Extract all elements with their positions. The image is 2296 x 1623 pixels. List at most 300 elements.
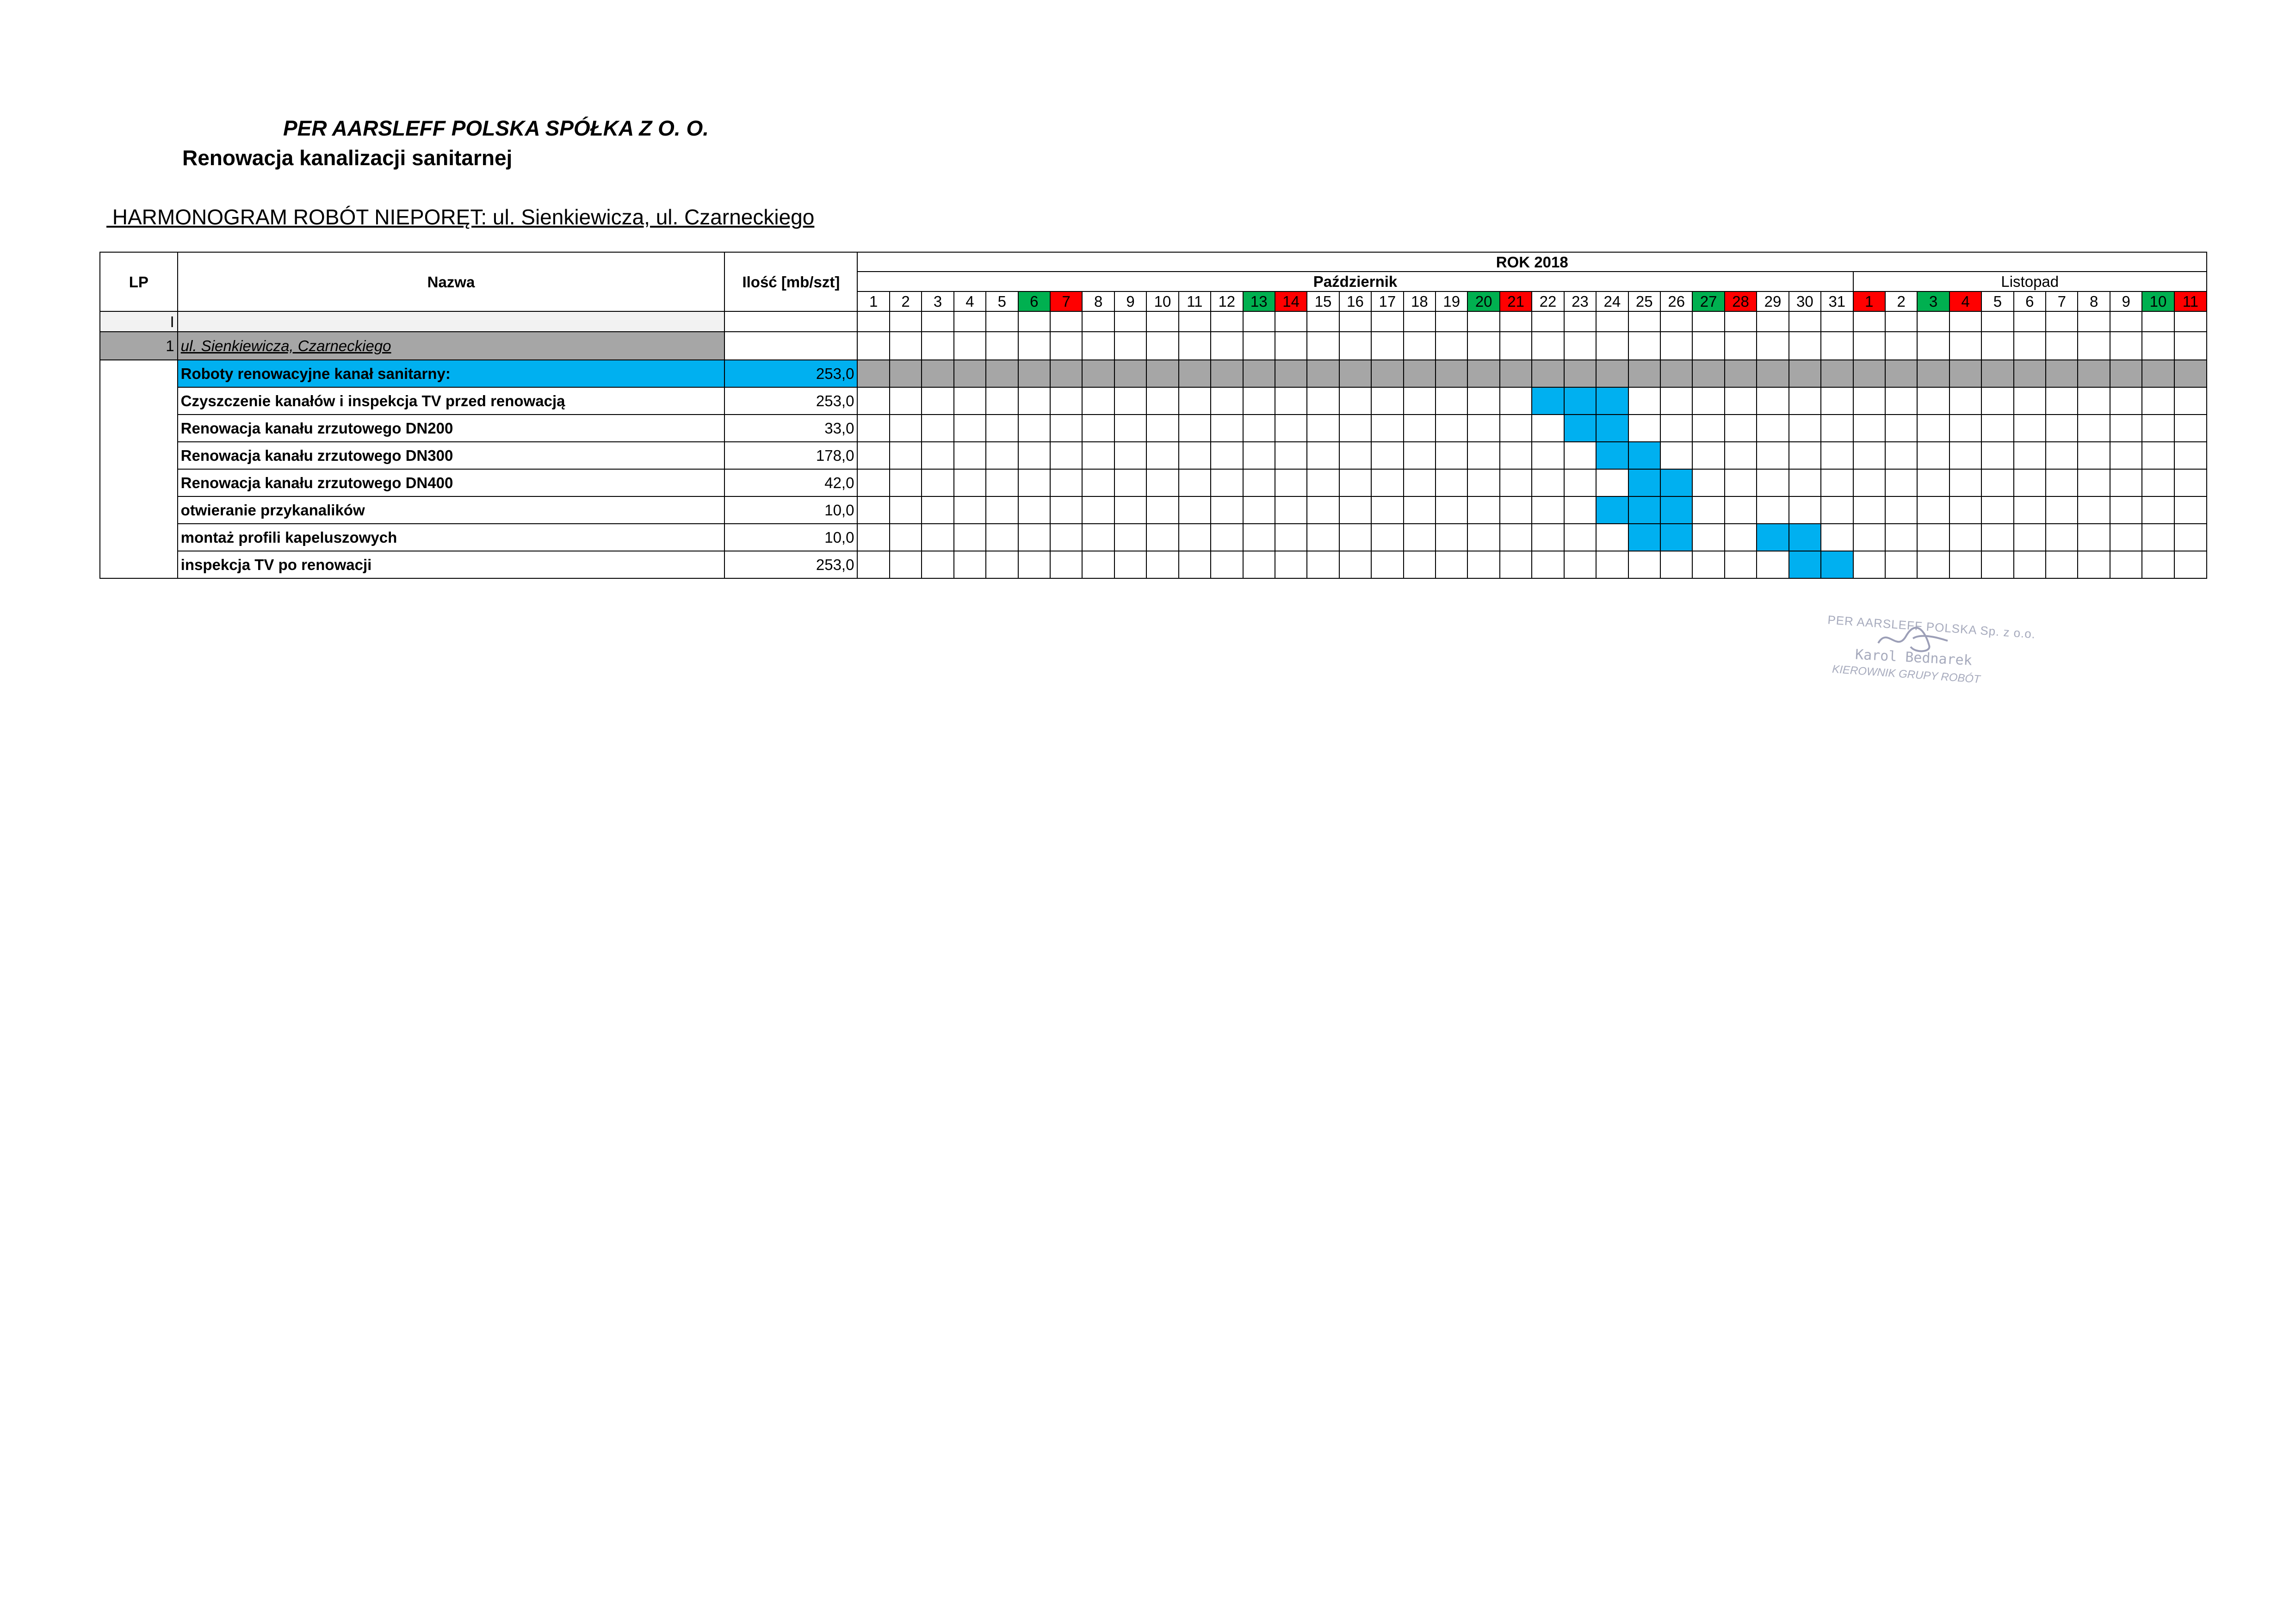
schedule-cell <box>2110 524 2142 551</box>
row-lp-blank <box>100 360 178 578</box>
schedule-cell <box>1179 442 1211 469</box>
schedule-cell <box>986 496 1018 524</box>
schedule-cell <box>1146 524 1178 551</box>
schedule-cell <box>1885 387 1917 415</box>
schedule-cell <box>1467 442 1499 469</box>
schedule-cell <box>1404 387 1436 415</box>
schedule-cell <box>1564 442 1596 469</box>
schedule-cell <box>1949 387 1981 415</box>
schedule-cell <box>1981 311 2013 332</box>
schedule-cell <box>1981 332 2013 360</box>
schedule-cell <box>1821 360 1853 387</box>
schedule-cell <box>1628 387 1660 415</box>
day-header: 13 <box>1243 291 1275 311</box>
schedule-cell <box>1949 524 1981 551</box>
schedule-cell <box>1660 332 1692 360</box>
schedule-cell <box>1596 524 1628 551</box>
schedule-cell <box>1436 469 1467 496</box>
schedule-cell <box>1436 524 1467 551</box>
schedule-cell <box>2078 387 2110 415</box>
schedule-cell <box>2014 311 2046 332</box>
task-quantity: 253,0 <box>724 360 857 387</box>
schedule-cell <box>986 415 1018 442</box>
schedule-cell <box>1949 311 1981 332</box>
schedule-cell <box>890 469 922 496</box>
schedule-cell <box>1981 469 2013 496</box>
schedule-cell <box>857 524 889 551</box>
schedule-cell <box>1436 496 1467 524</box>
schedule-cell <box>1211 442 1243 469</box>
stamp-person: Karol Bednarek <box>1855 646 1973 669</box>
schedule-cell <box>1436 551 1467 578</box>
schedule-cell <box>1114 442 1146 469</box>
schedule-cell <box>1404 496 1436 524</box>
schedule-cell <box>1082 442 1114 469</box>
schedule-cell <box>2110 387 2142 415</box>
schedule-cell <box>954 311 986 332</box>
schedule-cell <box>1757 360 1789 387</box>
schedule-cell <box>1243 332 1275 360</box>
schedule-cell <box>1211 387 1243 415</box>
schedule-cell <box>1146 415 1178 442</box>
schedule-cell <box>2174 442 2207 469</box>
schedule-cell <box>1821 442 1853 469</box>
schedule-cell <box>1467 469 1499 496</box>
schedule-cell <box>1307 387 1339 415</box>
schedule-cell <box>1564 311 1596 332</box>
task-quantity: 178,0 <box>724 442 857 469</box>
schedule-cell <box>954 442 986 469</box>
schedule-title: HARMONOGRAM ROBÓT NIEPORĘT: ul. Sienkiewicza, ul. Czarneckiego <box>106 205 815 229</box>
schedule-cell <box>1692 469 1724 496</box>
day-header: 15 <box>1307 291 1339 311</box>
schedule-cell <box>2046 360 2078 387</box>
schedule-bar-cell <box>1628 469 1660 496</box>
schedule-cell <box>1275 415 1307 442</box>
company-stamp <box>1823 613 2063 699</box>
schedule-cell <box>1211 551 1243 578</box>
schedule-cell <box>1532 332 1564 360</box>
schedule-cell <box>1564 551 1596 578</box>
schedule-cell <box>1114 360 1146 387</box>
schedule-cell <box>1725 551 1757 578</box>
schedule-cell <box>922 524 953 551</box>
schedule-cell <box>1050 360 1082 387</box>
day-header: 4 <box>954 291 986 311</box>
schedule-cell <box>1243 551 1275 578</box>
task-quantity: 33,0 <box>724 415 857 442</box>
schedule-cell <box>1917 387 1949 415</box>
schedule-bar-cell <box>1596 387 1628 415</box>
schedule-cell <box>890 387 922 415</box>
schedule-cell <box>1885 442 1917 469</box>
schedule-cell <box>1082 551 1114 578</box>
schedule-cell <box>2014 415 2046 442</box>
schedule-cell <box>2174 415 2207 442</box>
schedule-cell <box>1532 551 1564 578</box>
day-header: 23 <box>1564 291 1596 311</box>
day-header: 31 <box>1821 291 1853 311</box>
row-lp: I <box>100 311 178 332</box>
schedule-cell <box>1179 415 1211 442</box>
schedule-cell <box>1628 311 1660 332</box>
schedule-cell <box>1917 360 1949 387</box>
schedule-cell <box>1114 524 1146 551</box>
schedule-cell <box>1243 442 1275 469</box>
task-name: Renowacja kanału zrzutowego DN300 <box>178 442 725 469</box>
schedule-cell <box>1114 551 1146 578</box>
schedule-cell <box>922 496 953 524</box>
task-row <box>100 469 2207 496</box>
schedule-cell <box>1564 469 1596 496</box>
schedule-cell <box>1211 496 1243 524</box>
schedule-cell <box>1885 415 1917 442</box>
schedule-cell <box>1853 551 1885 578</box>
schedule-cell <box>1404 332 1436 360</box>
schedule-cell <box>1692 311 1724 332</box>
schedule-cell <box>2174 332 2207 360</box>
row-qty <box>724 311 857 332</box>
day-header: 3 <box>1917 291 1949 311</box>
day-header: 4 <box>1949 291 1981 311</box>
schedule-cell <box>1018 524 1050 551</box>
day-header: 18 <box>1404 291 1436 311</box>
schedule-cell <box>1436 415 1467 442</box>
schedule-cell <box>1404 415 1436 442</box>
schedule-cell <box>1500 496 1532 524</box>
day-header: 12 <box>1211 291 1243 311</box>
schedule-cell <box>2110 469 2142 496</box>
schedule-cell <box>1436 387 1467 415</box>
day-header: 24 <box>1596 291 1628 311</box>
schedule-cell <box>954 524 986 551</box>
schedule-cell <box>1018 469 1050 496</box>
schedule-table <box>99 252 2207 579</box>
schedule-cell <box>1981 442 2013 469</box>
schedule-cell <box>1179 360 1211 387</box>
schedule-cell <box>857 387 889 415</box>
schedule-cell <box>2078 442 2110 469</box>
schedule-bar-cell <box>1821 551 1853 578</box>
schedule-cell <box>1275 496 1307 524</box>
schedule-cell <box>1949 551 1981 578</box>
task-row <box>100 442 2207 469</box>
schedule-cell <box>2046 415 2078 442</box>
schedule-cell <box>1179 551 1211 578</box>
schedule-cell <box>1082 387 1114 415</box>
schedule-cell <box>890 442 922 469</box>
schedule-cell <box>857 496 889 524</box>
task-quantity: 42,0 <box>724 469 857 496</box>
section-row <box>100 311 2207 332</box>
schedule-cell <box>1500 524 1532 551</box>
schedule-cell <box>1339 415 1371 442</box>
schedule-cell <box>1114 387 1146 415</box>
schedule-cell <box>1692 332 1724 360</box>
schedule-cell <box>1692 524 1724 551</box>
schedule-cell <box>890 524 922 551</box>
schedule-cell <box>1114 415 1146 442</box>
schedule-cell <box>922 551 953 578</box>
schedule-cell <box>890 496 922 524</box>
row-name <box>178 311 725 332</box>
schedule-cell <box>1628 415 1660 442</box>
schedule-cell <box>1018 311 1050 332</box>
schedule-cell <box>1211 311 1243 332</box>
schedule-cell <box>1692 360 1724 387</box>
schedule-cell <box>1307 551 1339 578</box>
schedule-cell <box>1275 469 1307 496</box>
day-header: 11 <box>2174 291 2207 311</box>
schedule-cell <box>2142 469 2174 496</box>
schedule-cell <box>1692 387 1724 415</box>
schedule-cell <box>890 332 922 360</box>
schedule-cell <box>1725 332 1757 360</box>
schedule-cell <box>986 551 1018 578</box>
schedule-cell <box>2174 469 2207 496</box>
schedule-cell <box>2014 360 2046 387</box>
schedule-cell <box>1211 469 1243 496</box>
schedule-cell <box>1885 551 1917 578</box>
month-header-october: Październik <box>857 272 1853 291</box>
schedule-cell <box>2014 332 2046 360</box>
schedule-cell <box>2142 496 2174 524</box>
task-row <box>100 415 2207 442</box>
schedule-cell <box>1082 415 1114 442</box>
schedule-cell <box>1114 469 1146 496</box>
schedule-cell <box>1596 360 1628 387</box>
schedule-cell <box>1981 524 2013 551</box>
schedule-cell <box>1917 415 1949 442</box>
schedule-bar-cell <box>1660 469 1692 496</box>
schedule-bar-cell <box>1532 387 1564 415</box>
schedule-cell <box>1628 332 1660 360</box>
day-header: 6 <box>1018 291 1050 311</box>
schedule-cell <box>1211 524 1243 551</box>
schedule-cell <box>1917 524 1949 551</box>
schedule-cell <box>954 496 986 524</box>
schedule-cell <box>1467 311 1499 332</box>
schedule-cell <box>1564 496 1596 524</box>
schedule-cell <box>1725 469 1757 496</box>
schedule-cell <box>1467 496 1499 524</box>
schedule-cell <box>1307 496 1339 524</box>
year-header: ROK 2018 <box>857 252 2207 272</box>
schedule-cell <box>1371 311 1403 332</box>
schedule-cell <box>1307 311 1339 332</box>
schedule-cell <box>1885 469 1917 496</box>
schedule-cell <box>1018 387 1050 415</box>
schedule-cell <box>1885 360 1917 387</box>
task-name: Renowacja kanału zrzutowego DN400 <box>178 469 725 496</box>
schedule-cell <box>1821 524 1853 551</box>
task-row <box>100 387 2207 415</box>
stamp-role: KIEROWNIK GRUPY ROBÓT <box>1832 663 1981 686</box>
schedule-cell <box>1885 311 1917 332</box>
schedule-cell <box>1275 442 1307 469</box>
schedule-cell <box>1371 387 1403 415</box>
schedule-cell <box>1243 415 1275 442</box>
schedule-cell <box>1436 332 1467 360</box>
schedule-cell <box>1757 551 1789 578</box>
day-header: 17 <box>1371 291 1403 311</box>
schedule-cell <box>1500 332 1532 360</box>
schedule-cell <box>1050 311 1082 332</box>
schedule-cell <box>954 332 986 360</box>
schedule-cell <box>1853 524 1885 551</box>
schedule-cell <box>1179 469 1211 496</box>
task-name: Roboty renowacyjne kanał sanitarny: <box>178 360 725 387</box>
day-header: 21 <box>1500 291 1532 311</box>
schedule-cell <box>1211 360 1243 387</box>
schedule-cell <box>1082 496 1114 524</box>
schedule-cell <box>1757 442 1789 469</box>
schedule-cell <box>1853 332 1885 360</box>
schedule-cell <box>1692 551 1724 578</box>
schedule-cell <box>1692 442 1724 469</box>
schedule-cell <box>1660 551 1692 578</box>
schedule-cell <box>1885 524 1917 551</box>
schedule-cell <box>1789 415 1821 442</box>
schedule-cell <box>1949 469 1981 496</box>
schedule-cell <box>1082 524 1114 551</box>
schedule-cell <box>1532 311 1564 332</box>
day-header: 7 <box>2046 291 2078 311</box>
schedule-cell <box>2078 469 2110 496</box>
schedule-bar-cell <box>1596 415 1628 442</box>
schedule-cell <box>1082 469 1114 496</box>
schedule-cell <box>1853 415 1885 442</box>
schedule-cell <box>986 442 1018 469</box>
schedule-cell <box>1917 442 1949 469</box>
schedule-cell <box>1821 496 1853 524</box>
schedule-cell <box>1725 415 1757 442</box>
schedule-cell <box>857 360 889 387</box>
schedule-cell <box>2014 442 2046 469</box>
schedule-cell <box>1146 551 1178 578</box>
schedule-cell <box>1467 360 1499 387</box>
schedule-cell <box>1981 415 2013 442</box>
schedule-cell <box>1949 360 1981 387</box>
stamp-company: PER AARSLEFF POLSKA Sp. z o.o. <box>1827 613 2036 641</box>
schedule-cell <box>1789 387 1821 415</box>
schedule-cell <box>922 332 953 360</box>
schedule-cell <box>1307 415 1339 442</box>
schedule-cell <box>1404 469 1436 496</box>
schedule-cell <box>2014 551 2046 578</box>
day-header: 10 <box>1146 291 1178 311</box>
column-header-lp: LP <box>100 252 178 311</box>
task-row <box>100 524 2207 551</box>
schedule-cell <box>1660 387 1692 415</box>
schedule-cell <box>1757 387 1789 415</box>
schedule-cell <box>1981 496 2013 524</box>
schedule-cell <box>1821 415 1853 442</box>
schedule-cell <box>1725 524 1757 551</box>
schedule-cell <box>1596 469 1628 496</box>
schedule-cell <box>1853 469 1885 496</box>
schedule-cell <box>2078 551 2110 578</box>
schedule-cell <box>986 469 1018 496</box>
schedule-cell <box>890 360 922 387</box>
schedule-cell <box>1564 332 1596 360</box>
schedule-cell <box>1404 311 1436 332</box>
schedule-cell <box>1339 442 1371 469</box>
schedule-cell <box>2046 551 2078 578</box>
day-header: 9 <box>1114 291 1146 311</box>
schedule-cell <box>1532 442 1564 469</box>
task-row <box>100 496 2207 524</box>
row-name: ul. Sienkiewicza, Czarneckiego <box>178 332 725 360</box>
day-header: 25 <box>1628 291 1660 311</box>
day-header: 30 <box>1789 291 1821 311</box>
schedule-cell <box>1853 387 1885 415</box>
schedule-cell <box>2110 415 2142 442</box>
schedule-cell <box>1596 551 1628 578</box>
schedule-cell <box>1532 415 1564 442</box>
schedule-cell <box>1692 415 1724 442</box>
schedule-cell <box>1404 551 1436 578</box>
schedule-cell <box>1050 496 1082 524</box>
schedule-cell <box>2078 360 2110 387</box>
schedule-bar-cell <box>1789 551 1821 578</box>
schedule-cell <box>2142 524 2174 551</box>
schedule-cell <box>1082 311 1114 332</box>
schedule-cell <box>2046 311 2078 332</box>
schedule-cell <box>1885 496 1917 524</box>
schedule-cell <box>1307 442 1339 469</box>
schedule-cell <box>1146 496 1178 524</box>
schedule-cell <box>1853 360 1885 387</box>
schedule-cell <box>1211 415 1243 442</box>
day-header: 22 <box>1532 291 1564 311</box>
schedule-cell <box>1307 332 1339 360</box>
schedule-cell <box>1853 442 1885 469</box>
schedule-cell <box>2174 496 2207 524</box>
schedule-cell <box>1885 332 1917 360</box>
day-header: 8 <box>2078 291 2110 311</box>
schedule-cell <box>1339 311 1371 332</box>
task-quantity: 10,0 <box>724 496 857 524</box>
task-name: inspekcja TV po renowacji <box>178 551 725 578</box>
schedule-cell <box>1275 311 1307 332</box>
schedule-cell <box>1307 360 1339 387</box>
schedule-cell <box>1692 496 1724 524</box>
schedule-cell <box>1500 469 1532 496</box>
schedule-cell <box>1404 442 1436 469</box>
schedule-cell <box>1146 360 1178 387</box>
schedule-cell <box>2110 332 2142 360</box>
schedule-cell <box>1243 469 1275 496</box>
schedule-cell <box>1628 551 1660 578</box>
company-name: PER AARSLEFF POLSKA SPÓŁKA Z O. O. <box>283 116 709 140</box>
schedule-cell <box>1371 469 1403 496</box>
schedule-cell <box>1050 442 1082 469</box>
schedule-cell <box>1404 360 1436 387</box>
task-name: montaż profili kapeluszowych <box>178 524 725 551</box>
day-header: 19 <box>1436 291 1467 311</box>
schedule-cell <box>1789 496 1821 524</box>
schedule-cell <box>1275 387 1307 415</box>
schedule-cell <box>1821 311 1853 332</box>
schedule-cell <box>1339 496 1371 524</box>
schedule-cell <box>1404 524 1436 551</box>
schedule-cell <box>986 311 1018 332</box>
day-header: 2 <box>1885 291 1917 311</box>
schedule-cell <box>2078 311 2110 332</box>
schedule-cell <box>1243 524 1275 551</box>
schedule-cell <box>1821 332 1853 360</box>
